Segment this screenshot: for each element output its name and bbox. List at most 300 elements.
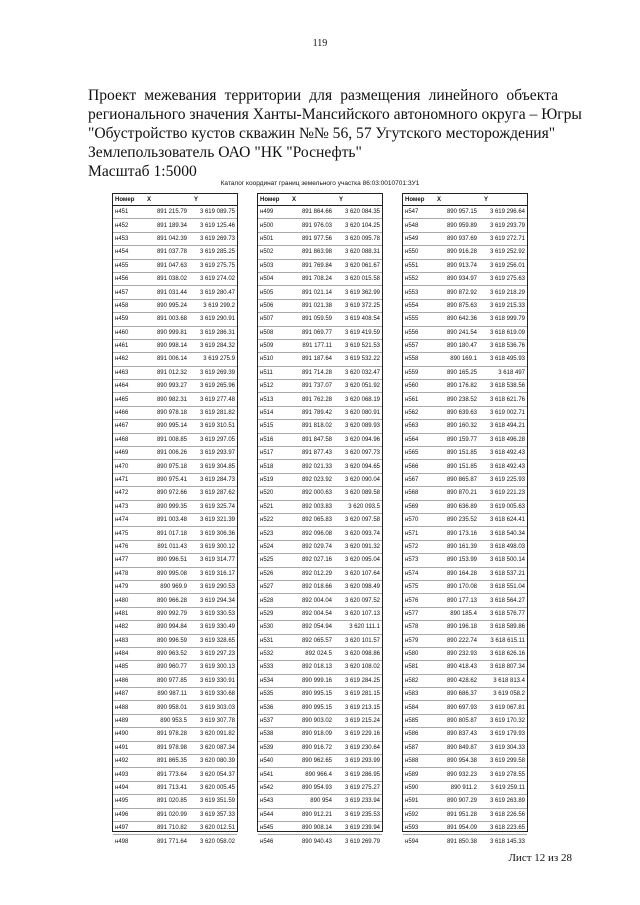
table-row — [403, 782, 527, 795]
point-number: н550 — [405, 249, 419, 256]
table-row — [113, 755, 237, 768]
y-coordinate: 3 619 274.02 — [199, 276, 235, 283]
table-row — [113, 581, 237, 594]
table-row — [403, 206, 527, 219]
x-coordinate: 891 713.41 — [156, 784, 187, 791]
y-coordinate: 3 620 107.64 — [344, 570, 380, 577]
point-number: н494 — [115, 784, 129, 791]
x-coordinate: 890 918.09 — [301, 731, 332, 738]
x-coordinate: 891 771.64 — [156, 838, 187, 845]
point-number: н518 — [260, 463, 274, 470]
table-row — [403, 219, 527, 232]
y-coordinate: 3 618 576.77 — [489, 610, 525, 617]
point-number: н500 — [260, 222, 274, 229]
y-coordinate: 3 619 330.53 — [199, 610, 235, 617]
y-coordinate: 3 619 233.94 — [344, 798, 380, 805]
x-coordinate: 891 708.24 — [301, 276, 332, 283]
x-coordinate: 891 021.38 — [301, 302, 332, 309]
table-row — [113, 608, 237, 621]
y-coordinate: 3 619 521.53 — [344, 343, 380, 350]
x-coordinate: 890 837.43 — [446, 731, 477, 738]
table-row — [258, 474, 382, 487]
y-coordinate: 3 619 300.13 — [199, 664, 235, 671]
table-row — [258, 353, 382, 366]
x-coordinate: 891 954.09 — [446, 825, 477, 832]
x-coordinate: 890 932.23 — [446, 771, 477, 778]
table-row — [403, 608, 527, 621]
point-number: н479 — [115, 584, 129, 591]
table-row — [113, 313, 237, 326]
x-coordinate: 890 996.51 — [156, 557, 187, 564]
point-number: н497 — [115, 825, 129, 832]
y-coordinate: 3 618 619.09 — [489, 329, 525, 336]
table-row — [113, 661, 237, 674]
y-coordinate: 3 618 589.86 — [489, 624, 525, 631]
point-number: н584 — [405, 704, 419, 711]
y-coordinate: 3 618 564.27 — [489, 597, 525, 604]
table-row — [403, 568, 527, 581]
point-number: н487 — [115, 691, 129, 698]
x-coordinate: 891 008.85 — [156, 436, 187, 443]
table-row — [403, 501, 527, 514]
y-coordinate: 3 620 061.67 — [344, 262, 380, 269]
y-coordinate: 3 619 285.25 — [199, 249, 235, 256]
x-coordinate: 891 864.66 — [301, 209, 332, 216]
point-number: н593 — [405, 825, 419, 832]
x-coordinate: 891 031.44 — [156, 289, 187, 296]
point-number: н485 — [115, 664, 129, 671]
y-coordinate: 3 619 328.65 — [199, 637, 235, 644]
y-coordinate: 3 620 012.51 — [199, 825, 235, 832]
table-header — [403, 194, 527, 206]
y-coordinate: 3 619 272.71 — [489, 235, 525, 242]
table-row — [113, 340, 237, 353]
y-coordinate: 3 619 304.85 — [199, 463, 235, 470]
y-coordinate: 3 619 284.73 — [199, 477, 235, 483]
y-coordinate: 3 619 218.29 — [489, 289, 525, 296]
x-coordinate: 890 159.77 — [446, 436, 477, 443]
table-row — [258, 715, 382, 728]
coordinate-table-3 — [402, 193, 528, 845]
table-row — [403, 393, 527, 406]
point-number: н536 — [260, 704, 274, 711]
y-coordinate: 3 619 239.94 — [344, 825, 380, 832]
y-coordinate: 3 620 107.13 — [344, 610, 380, 617]
table-row — [258, 621, 382, 634]
point-number: н462 — [115, 356, 129, 363]
point-number: н568 — [405, 490, 419, 497]
table-row — [403, 246, 527, 259]
point-number: н465 — [115, 396, 129, 403]
y-coordinate: 3 620 089.58 — [344, 490, 380, 497]
y-coordinate: 3 620 104.25 — [344, 222, 380, 229]
y-coordinate: 3 620 032.47 — [344, 369, 380, 376]
y-coordinate: 3 620 101.57 — [344, 637, 380, 644]
x-coordinate: 890 995.08 — [156, 570, 187, 577]
x-coordinate: 890 875.63 — [446, 302, 477, 309]
table-row — [113, 782, 237, 795]
point-number: н452 — [115, 222, 129, 229]
point-number: н590 — [405, 784, 419, 791]
x-coordinate: 890 805.87 — [446, 718, 477, 725]
x-coordinate: 891 769.84 — [301, 262, 332, 269]
x-coordinate: 890 865.87 — [446, 477, 477, 483]
y-coordinate: 3 620 089.93 — [344, 423, 380, 430]
y-coordinate: 3 619 252.92 — [489, 249, 525, 256]
point-number: н508 — [260, 329, 274, 336]
x-coordinate: 891 710.82 — [156, 825, 187, 832]
y-coordinate: 3 619 284.25 — [344, 677, 380, 684]
y-coordinate: 3 618 807.34 — [489, 664, 525, 671]
x-coordinate: 891 038.02 — [156, 276, 187, 283]
y-coordinate: 3 618 494.21 — [489, 423, 525, 430]
point-number: н588 — [405, 758, 419, 765]
table-row — [258, 822, 382, 835]
x-coordinate: 891 003.68 — [156, 316, 187, 323]
x-coordinate: 890 238.52 — [446, 396, 477, 403]
x-coordinate: 890 934.97 — [446, 276, 477, 283]
table-row — [258, 300, 382, 313]
table-row — [113, 527, 237, 540]
point-number: н482 — [115, 624, 129, 631]
x-coordinate: 890 165.25 — [446, 369, 477, 376]
column-header-y: Y — [339, 196, 344, 203]
y-coordinate: 3 619 299.2 — [203, 302, 235, 309]
point-number: н549 — [405, 235, 419, 242]
table-row — [403, 434, 527, 447]
table-row — [258, 568, 382, 581]
table-row — [113, 501, 237, 514]
point-number: н501 — [260, 235, 274, 242]
y-coordinate: 3 619 321.39 — [199, 517, 235, 524]
y-coordinate: 3 619 330.91 — [199, 677, 235, 684]
y-coordinate: 3 619 089.75 — [199, 209, 235, 216]
table-row — [403, 675, 527, 688]
x-coordinate: 892 012.29 — [301, 570, 332, 577]
table-row — [113, 648, 237, 661]
x-coordinate: 890 994.84 — [156, 624, 187, 631]
table-row — [113, 715, 237, 728]
table-row — [403, 286, 527, 299]
point-number: н571 — [405, 530, 419, 537]
x-coordinate: 890 953.5 — [160, 718, 187, 725]
point-number: н514 — [260, 410, 274, 417]
table-row — [403, 728, 527, 741]
y-coordinate: 3 619 179.93 — [489, 731, 525, 738]
table-row — [113, 621, 237, 634]
table-row — [258, 661, 382, 674]
point-number: н519 — [260, 477, 274, 483]
x-coordinate: 890 975.41 — [156, 477, 187, 483]
y-coordinate: 3 620 095.04 — [344, 557, 380, 564]
y-coordinate: 3 619 293.97 — [199, 450, 235, 457]
table-row — [403, 554, 527, 567]
y-coordinate: 3 620 111.1 — [349, 624, 380, 631]
table-row — [258, 728, 382, 741]
x-coordinate: 890 232.93 — [446, 651, 477, 658]
x-coordinate: 892 027.16 — [301, 557, 332, 564]
x-coordinate: 890 959.89 — [446, 222, 477, 229]
table-header — [258, 194, 382, 206]
x-coordinate: 890 995.15 — [301, 704, 332, 711]
x-coordinate: 890 995.24 — [156, 302, 187, 309]
point-number: н525 — [260, 557, 274, 564]
point-number: н505 — [260, 289, 274, 296]
x-coordinate: 890 170.08 — [446, 584, 477, 591]
table-row — [258, 246, 382, 259]
y-coordinate: 3 619 419.59 — [344, 329, 380, 336]
point-number: н569 — [405, 503, 419, 510]
y-coordinate: 3 619 235.53 — [344, 811, 380, 818]
y-coordinate: 3 619 125.46 — [199, 222, 235, 229]
table-row — [113, 594, 237, 607]
table-row — [403, 353, 527, 366]
point-number: н538 — [260, 731, 274, 738]
point-number: н526 — [260, 570, 274, 577]
point-number: н475 — [115, 530, 129, 537]
point-number: н570 — [405, 517, 419, 524]
table-row — [403, 233, 527, 246]
sheet-number: Лист 12 из 28 — [508, 852, 572, 864]
y-coordinate: 3 620 098.49 — [344, 584, 380, 591]
y-coordinate: 3 618 495.93 — [489, 356, 525, 363]
y-coordinate: 3 620 005.45 — [199, 784, 235, 791]
column-header-y: Y — [194, 196, 199, 203]
point-number: н468 — [115, 436, 129, 443]
y-coordinate: 3 619 294.34 — [199, 597, 235, 604]
x-coordinate: 891 977.56 — [301, 235, 332, 242]
x-coordinate: 890 180.47 — [446, 343, 477, 350]
x-coordinate: 890 999.81 — [156, 329, 187, 336]
table-row — [403, 715, 527, 728]
table-row — [113, 768, 237, 781]
point-number: н484 — [115, 651, 129, 658]
x-coordinate: 890 995.15 — [301, 691, 332, 698]
point-number: н458 — [115, 302, 129, 309]
table-row — [258, 554, 382, 567]
point-number: н471 — [115, 477, 129, 483]
x-coordinate: 891 951.28 — [446, 811, 477, 818]
point-number: н591 — [405, 798, 419, 805]
point-number: н567 — [405, 477, 419, 483]
point-number: н544 — [260, 811, 274, 818]
table-row — [113, 742, 237, 755]
column-header-number: Номер — [405, 196, 425, 203]
point-number: н463 — [115, 369, 129, 376]
y-coordinate: 3 619 284.32 — [199, 343, 235, 350]
x-coordinate: 890 972.66 — [156, 490, 187, 497]
table-row — [113, 393, 237, 406]
point-number: н481 — [115, 610, 129, 617]
point-number: н547 — [405, 209, 419, 216]
point-number: н524 — [260, 543, 274, 550]
y-coordinate: 3 619 170.32 — [489, 718, 525, 725]
y-coordinate: 3 620 051.92 — [344, 383, 380, 390]
x-coordinate: 890 999.35 — [156, 503, 187, 510]
table-row — [403, 367, 527, 380]
y-coordinate: 3 620 058.02 — [199, 838, 235, 845]
x-coordinate: 890 153.99 — [446, 557, 477, 564]
x-coordinate: 890 963.52 — [156, 651, 187, 658]
point-number: н545 — [260, 825, 274, 832]
table-row — [113, 460, 237, 473]
column-header-x: X — [292, 196, 297, 203]
x-coordinate: 891 850.38 — [446, 838, 477, 845]
point-number: н576 — [405, 597, 419, 604]
y-coordinate: 3 618 621.76 — [489, 396, 525, 403]
table-row — [113, 380, 237, 393]
y-coordinate: 3 620 088.31 — [344, 249, 380, 256]
y-coordinate: 3 619 287.62 — [199, 490, 235, 497]
point-number: н480 — [115, 597, 129, 604]
x-coordinate: 890 982.31 — [156, 396, 187, 403]
x-coordinate: 891 976.03 — [301, 222, 332, 229]
y-coordinate: 3 619 286.95 — [344, 771, 380, 778]
table-row — [113, 795, 237, 808]
y-coordinate: 3 619 300.12 — [199, 543, 235, 550]
table-row — [258, 541, 382, 554]
table-row — [403, 460, 527, 473]
table-row — [403, 594, 527, 607]
x-coordinate: 890 686.37 — [446, 691, 477, 698]
point-number: н583 — [405, 691, 419, 698]
y-coordinate: 3 620 108.02 — [344, 664, 380, 671]
x-coordinate: 890 164.28 — [446, 570, 477, 577]
point-number: н528 — [260, 597, 274, 604]
table-row — [403, 300, 527, 313]
y-coordinate: 3 618 615.11 — [490, 637, 525, 644]
y-coordinate: 3 619 362.99 — [344, 289, 380, 296]
coordinate-table-2 — [257, 193, 383, 845]
table-row — [258, 393, 382, 406]
y-coordinate: 3 618 498.03 — [489, 543, 525, 550]
table-row — [403, 822, 527, 835]
x-coordinate: 890 978.18 — [156, 410, 187, 417]
y-coordinate: 3 618 223.65 — [489, 825, 525, 832]
x-coordinate: 892 003.83 — [301, 503, 332, 510]
table-row — [403, 742, 527, 755]
table-row — [113, 474, 237, 487]
point-number: н537 — [260, 718, 274, 725]
x-coordinate: 891 069.77 — [301, 329, 332, 336]
table-row — [113, 434, 237, 447]
point-number: н562 — [405, 410, 419, 417]
y-coordinate: 3 619 002.71 — [489, 410, 525, 417]
y-coordinate: 3 619 297.05 — [199, 436, 235, 443]
y-coordinate: 3 619 058.2 — [493, 691, 525, 698]
point-number: н469 — [115, 450, 129, 457]
point-number: н506 — [260, 302, 274, 309]
y-coordinate: 3 620 093.5 — [348, 503, 380, 510]
y-coordinate: 3 620 084.35 — [344, 209, 380, 216]
table-row — [403, 768, 527, 781]
x-coordinate: 891 059.59 — [301, 316, 332, 323]
point-number: н541 — [260, 771, 274, 778]
table-row — [113, 728, 237, 741]
table-row — [113, 554, 237, 567]
x-coordinate: 891 877.43 — [301, 450, 332, 457]
point-number: н472 — [115, 490, 129, 497]
table-row — [113, 407, 237, 420]
x-coordinate: 891 737.07 — [301, 383, 332, 390]
x-coordinate: 890 849.87 — [446, 744, 477, 751]
column-header-x: X — [147, 196, 152, 203]
point-number: н504 — [260, 276, 274, 283]
point-number: н466 — [115, 410, 129, 417]
table-row — [258, 795, 382, 808]
table-row — [258, 340, 382, 353]
y-coordinate: 3 620 091.32 — [344, 543, 380, 550]
y-coordinate: 3 619 330.49 — [199, 624, 235, 631]
x-coordinate: 890 911.2 — [450, 784, 477, 791]
x-coordinate: 890 173.16 — [446, 530, 477, 537]
x-coordinate: 890 907.29 — [446, 798, 477, 805]
table-row — [113, 675, 237, 688]
point-number: н577 — [405, 610, 419, 617]
coordinate-tables — [112, 193, 528, 845]
point-number: н578 — [405, 624, 419, 631]
table-row — [258, 514, 382, 527]
x-coordinate: 890 958.01 — [156, 704, 187, 711]
point-number: н495 — [115, 798, 129, 805]
x-coordinate: 891 215.79 — [156, 209, 187, 216]
point-number: н585 — [405, 718, 419, 725]
point-number: н534 — [260, 677, 274, 684]
y-coordinate: 3 619 281.82 — [199, 410, 235, 417]
x-coordinate: 890 957.15 — [446, 209, 477, 216]
x-coordinate: 892 029.74 — [301, 543, 332, 550]
y-coordinate: 3 619 408.54 — [344, 316, 380, 323]
x-coordinate: 892 096.08 — [301, 530, 332, 537]
y-coordinate: 3 619 259.11 — [490, 784, 525, 791]
table-row — [258, 675, 382, 688]
x-coordinate: 891 012.32 — [156, 369, 187, 376]
y-coordinate: 3 619 278.55 — [489, 771, 525, 778]
point-number: н496 — [115, 811, 129, 818]
table-row — [113, 420, 237, 433]
point-number: н556 — [405, 329, 419, 336]
x-coordinate: 891 714.28 — [301, 369, 332, 376]
x-coordinate: 891 187.64 — [301, 356, 332, 363]
x-coordinate: 892 018.13 — [301, 664, 332, 671]
y-coordinate: 3 619 372.25 — [344, 302, 380, 309]
y-coordinate: 3 618 496.28 — [489, 436, 525, 443]
table-row — [403, 340, 527, 353]
table-row — [258, 635, 382, 648]
x-coordinate: 891 042.39 — [156, 235, 187, 242]
table-row — [403, 273, 527, 286]
x-coordinate: 890 235.52 — [446, 517, 477, 524]
table-row — [258, 313, 382, 326]
x-coordinate: 890 176.82 — [446, 383, 477, 390]
x-coordinate: 892 023.92 — [301, 477, 332, 483]
table-row — [258, 782, 382, 795]
table-row — [403, 327, 527, 340]
point-number: н557 — [405, 343, 419, 350]
x-coordinate: 890 977.85 — [156, 677, 187, 684]
point-number: н455 — [115, 262, 129, 269]
x-coordinate: 891 847.58 — [301, 436, 332, 443]
x-coordinate: 890 916.28 — [446, 249, 477, 256]
table-row — [113, 822, 237, 835]
table-row — [403, 514, 527, 527]
y-coordinate: 3 619 269.39 — [199, 369, 235, 376]
point-number: н491 — [115, 744, 129, 751]
x-coordinate: 890 185.4 — [450, 610, 477, 617]
y-coordinate: 3 620 094.65 — [344, 463, 380, 470]
point-number: н476 — [115, 543, 129, 550]
x-coordinate: 891 006.26 — [156, 450, 187, 457]
